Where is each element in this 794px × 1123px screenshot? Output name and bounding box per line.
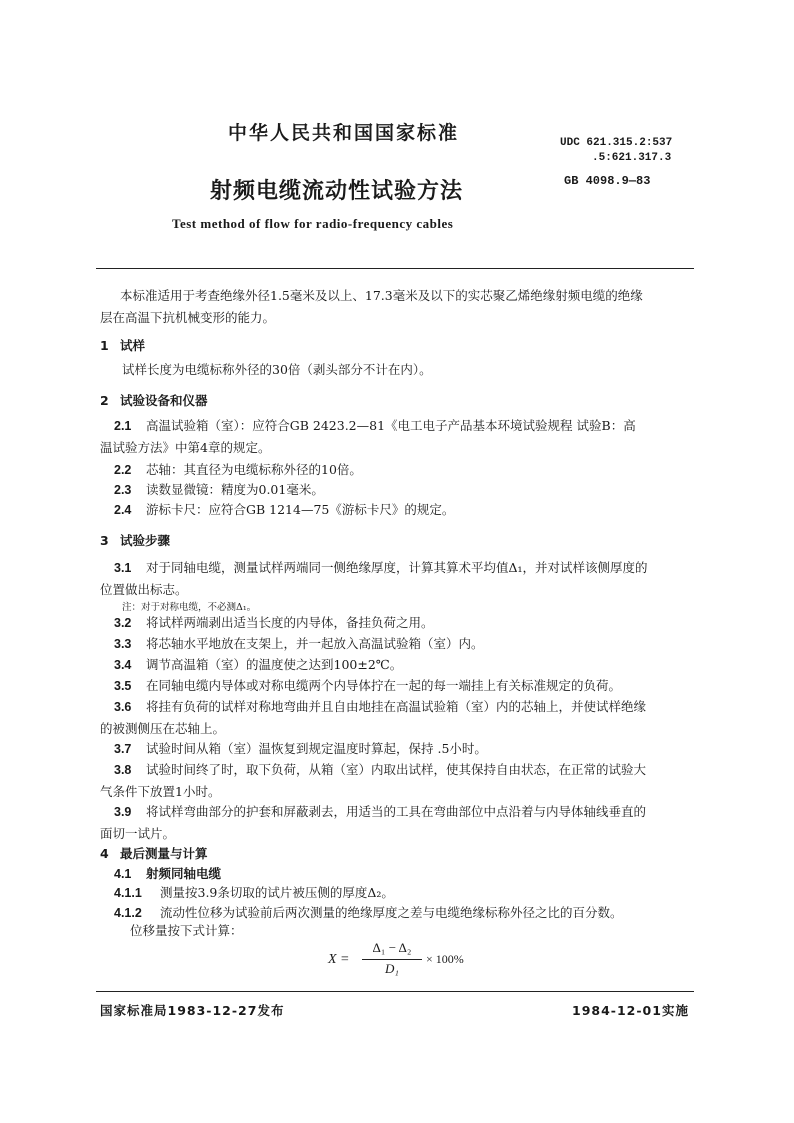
standard-org-title: 中华人民共和国国家标准 <box>228 122 460 144</box>
section-number: 1 <box>100 338 109 353</box>
section-4-heading <box>100 844 208 862</box>
clause-number: 2.3 <box>114 483 132 497</box>
issue-date: 国家标准局1983-12-27发布 <box>100 1003 285 1018</box>
clause-text-cont: 气条件下放置1小时。 <box>100 784 221 799</box>
intro-paragraph <box>100 285 643 329</box>
clause-text-cont: 位置做出标志。 <box>100 582 188 597</box>
clause-number: 3.6 <box>114 700 132 714</box>
clause-number: 3.8 <box>114 763 132 777</box>
section-title: 试样 <box>120 338 146 353</box>
clause-text: 测量按3.9条切取的试片被压侧的厚度Δ₂。 <box>160 885 394 900</box>
clause-3-2 <box>100 612 434 634</box>
section-number: 4 <box>100 846 109 861</box>
clause-text: 试验时间从箱（室）温恢复到规定温度时算起，保持 .5小时。 <box>146 741 487 756</box>
clause-number: 3.1 <box>114 561 132 575</box>
clause-3-4 <box>100 654 402 676</box>
clause-text: 射频同轴电缆 <box>146 866 222 881</box>
clause-number: 3.3 <box>114 637 132 651</box>
section-2-heading <box>100 391 208 409</box>
clause-number: 2.1 <box>114 419 132 433</box>
clause-3-9 <box>100 801 646 845</box>
clause-number: 2.2 <box>114 463 132 477</box>
standard-number: GB 4098.9—83 <box>564 174 651 188</box>
clause-2-1 <box>100 415 636 459</box>
section-title: 试验步骤 <box>120 533 171 548</box>
clause-note: 注：对于对称电缆，不必测Δ₁。 <box>122 602 257 613</box>
udc-code <box>560 136 672 166</box>
clause-text: 调节高温箱（室）的温度使之达到100±2℃。 <box>146 657 403 672</box>
clause-2-4 <box>100 499 454 521</box>
section-number: 2 <box>100 393 109 408</box>
intro-line-1: 本标准适用于考查绝缘外径1.5毫米及以上、17.3毫米及以下的实芯聚乙烯绝缘射频电缆的绝缘 <box>120 288 643 303</box>
clause-number: 4.1 <box>114 867 132 881</box>
clause-number: 3.7 <box>114 742 132 756</box>
formula-lhs: X = <box>328 952 350 967</box>
clause-text: 将芯轴水平地放在支架上，并一起放入高温试验箱（室）内。 <box>146 636 484 651</box>
clause-text: 游标卡尺：应符合GB 1214—75《游标卡尺》的规定。 <box>146 502 455 517</box>
clause-number: 3.5 <box>114 679 132 693</box>
clause-text: 读数显微镜：精度为0.01毫米。 <box>146 482 324 497</box>
udc-line-1: UDC 621.315.2:537 <box>560 137 673 149</box>
formula-numerator: Δ₁ − Δ₂ <box>372 940 412 955</box>
clause-text: 在同轴电缆内导体或对称电缆两个内导体拧在一起的每一端挂上有关标准规定的负荷。 <box>146 678 622 693</box>
document-title: 射频电缆流动性试验方法 <box>210 179 464 204</box>
section-3-heading <box>100 531 170 549</box>
section-1-heading <box>100 336 145 354</box>
section-number: 3 <box>100 533 109 548</box>
clause-3-1 <box>100 557 648 601</box>
clause-text: 对于同轴电缆，测量试样两端同一侧绝缘厚度，计算其算术平均值Δ₁，并对试样该侧厚度的 <box>146 560 648 575</box>
clause-number: 4.1.2 <box>114 906 142 920</box>
clause-text-cont: 面切一试片。 <box>100 826 176 841</box>
clause-number: 3.9 <box>114 805 132 819</box>
clause-3-5 <box>100 675 621 697</box>
formula-denominator: D₁ <box>385 961 399 976</box>
clause-4-1-1 <box>100 882 394 904</box>
clause-text-cont: 的被测侧压在芯轴上。 <box>100 721 226 736</box>
clause-number: 4.1.1 <box>114 886 142 900</box>
clause-text: 高温试验箱（室）：应符合GB 2423.2—81《电工电子产品基本环境试验规程 试验B：高 <box>146 418 636 433</box>
clause-3-3 <box>100 633 484 655</box>
header-divider <box>96 268 694 269</box>
effective-date: 1984-12-01实施 <box>572 1003 689 1018</box>
section-title: 试验设备和仪器 <box>120 393 208 408</box>
english-title: Test method of flow for radio-frequency cables <box>172 216 454 231</box>
section-1-text: 试样长度为电缆标称外径的30倍（剥头部分不计在内）。 <box>122 362 432 377</box>
clause-text: 芯轴：其直径为电缆标称外径的10倍。 <box>146 462 362 477</box>
clause-3-7 <box>100 738 487 760</box>
fraction-bar <box>362 959 422 960</box>
formula-intro: 位移量按下式计算： <box>130 923 243 938</box>
displacement-formula <box>320 940 480 984</box>
udc-line-2: .5:621.317.3 <box>592 152 672 164</box>
clause-2-3 <box>100 479 324 501</box>
clause-number: 3.2 <box>114 616 132 630</box>
clause-text: 试验时间终了时，取下负荷，从箱（室）内取出试样，使其保持自由状态，在正常的试验大 <box>146 762 647 777</box>
clause-3-6 <box>100 696 646 740</box>
clause-text: 将试样弯曲部分的护套和屏蔽剥去，用适当的工具在弯曲部位中点沿着与内导体轴线垂直的 <box>146 804 647 819</box>
intro-line-2: 层在高温下抗机械变形的能力。 <box>100 310 276 325</box>
section-title: 最后测量与计算 <box>120 846 208 861</box>
clause-number: 3.4 <box>114 658 132 672</box>
clause-2-2 <box>100 459 362 481</box>
clause-text: 将试样两端剥出适当长度的内导体，备挂负荷之用。 <box>146 615 434 630</box>
clause-number: 2.4 <box>114 503 132 517</box>
clause-text: 将挂有负荷的试样对称地弯曲并且自由地挂在高温试验箱（室）内的芯轴上，并使试样绝缘 <box>146 699 647 714</box>
clause-3-8 <box>100 759 646 803</box>
clause-text-cont: 温试验方法》中第4章的规定。 <box>100 440 271 455</box>
clause-text: 流动性位移为试验前后两次测量的绝缘厚度之差与电缆绝缘标称外径之比的百分数。 <box>160 905 623 920</box>
formula-rhs: × 100% <box>426 952 464 966</box>
footer-divider <box>96 991 694 992</box>
